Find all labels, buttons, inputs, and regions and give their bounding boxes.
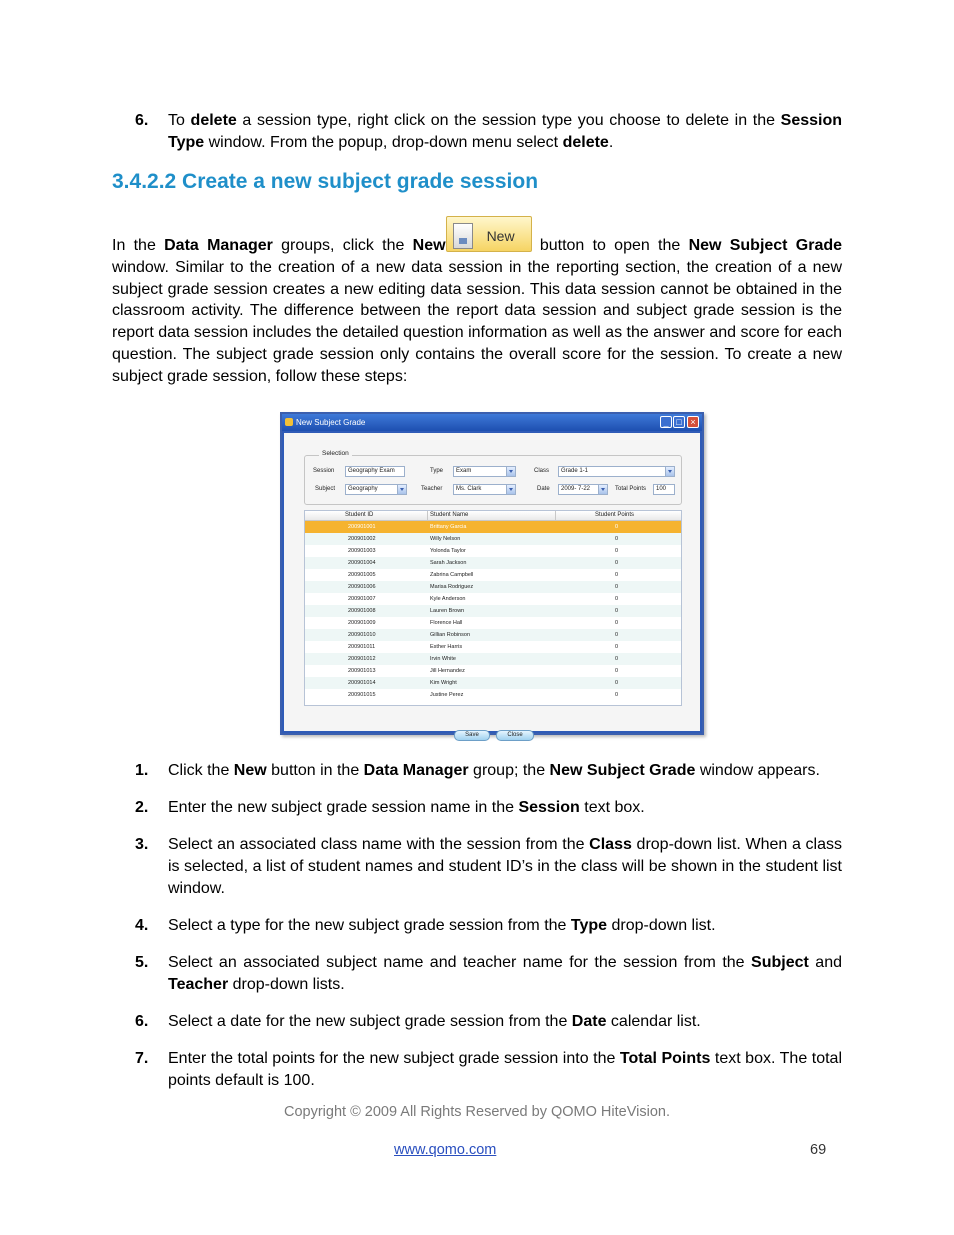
table-row[interactable] bbox=[305, 641, 681, 653]
student-points-cell: 0 bbox=[615, 560, 619, 566]
student-id-cell: 200901002 bbox=[348, 536, 376, 542]
student-id-cell: 200901013 bbox=[348, 668, 376, 674]
step-text: Click the New button in the Data Manager group; the New Subject Grade window appears. bbox=[168, 762, 820, 779]
student-points-cell: 0 bbox=[615, 656, 619, 662]
class-label: Class bbox=[534, 468, 550, 474]
column-header-student-name[interactable]: Student Name bbox=[430, 512, 469, 518]
student-points-cell: 0 bbox=[615, 596, 619, 602]
session-input[interactable]: Geography Exam bbox=[345, 466, 405, 477]
total-points-label: Total Points bbox=[615, 486, 647, 492]
chevron-down-icon[interactable] bbox=[397, 485, 406, 494]
date-label: Date bbox=[537, 486, 550, 492]
table-row[interactable] bbox=[305, 629, 681, 641]
table-row[interactable] bbox=[305, 617, 681, 629]
type-label: Type bbox=[430, 468, 444, 474]
step-text: Select an associated class name with the session from the Class drop-down list. When a class is selected, a list of student names and student ID’s in the class will be shown in the student list window. bbox=[168, 836, 842, 897]
step-5 bbox=[135, 952, 842, 996]
chevron-down-icon[interactable] bbox=[506, 467, 515, 476]
student-name-cell: Gillian Robinson bbox=[430, 632, 471, 638]
step-text: Enter the new subject grade session name in the Session text box. bbox=[168, 799, 645, 816]
student-name-cell: Yolonda Taylor bbox=[430, 548, 466, 554]
step-number: 1. bbox=[135, 762, 149, 779]
student-list-grid[interactable] bbox=[304, 510, 682, 706]
step-number: 4. bbox=[135, 917, 149, 934]
step-number: 6. bbox=[135, 112, 149, 129]
step-text: Enter the total points for the new subject grade session into the Total Points text box. The total points default is 100. bbox=[168, 1050, 842, 1089]
student-name-cell: Willy Nelson bbox=[430, 536, 461, 542]
student-id-cell: 200901006 bbox=[348, 584, 376, 590]
total-points-input[interactable]: 100 bbox=[653, 484, 675, 495]
student-id-cell: 200901015 bbox=[348, 692, 376, 698]
student-id-cell: 200901008 bbox=[348, 608, 376, 614]
new-button-image bbox=[446, 216, 532, 252]
intro-paragraph: In the Data Manager groups, click the New New button to open the New Subject Grade window. Similar to the creation of a new data session in the reporting section, the creation of a new subject grade session creates a new editing data session. This data session cannot be obtained in the classroom activity. The difference between the report data session and subject grade session is the report data session includes the detailed question information as well as the answer and score for each question. The subject grade session only contains the overall score for the session. To create a new subject grade session, follow these steps: bbox=[112, 214, 842, 388]
student-points-cell: 0 bbox=[615, 680, 619, 686]
class-dropdown[interactable]: Grade 1-1 bbox=[558, 466, 675, 477]
student-id-cell: 200901010 bbox=[348, 632, 376, 638]
student-name-cell: Zabrina Campbell bbox=[430, 572, 474, 578]
subject-label: Subject bbox=[315, 486, 336, 492]
grid-body bbox=[305, 521, 681, 701]
student-points-cell: 0 bbox=[615, 620, 619, 626]
student-id-cell: 200901009 bbox=[348, 620, 376, 626]
close-icon[interactable]: × bbox=[687, 416, 699, 428]
window-client-area bbox=[284, 433, 700, 738]
new-button-label: New bbox=[486, 228, 515, 244]
step-2 bbox=[135, 797, 842, 819]
new-document-icon bbox=[453, 223, 473, 249]
step-text: To delete a session type, right click on the session type you choose to delete in the Session Type window. From the popup, drop-down menu select delete. bbox=[168, 112, 843, 151]
column-divider bbox=[555, 511, 556, 521]
step-6-delete bbox=[135, 110, 842, 154]
teacher-dropdown[interactable]: Ms. Clark bbox=[453, 484, 516, 495]
step-7 bbox=[135, 1048, 842, 1092]
step-number: 7. bbox=[135, 1050, 149, 1067]
table-row[interactable] bbox=[305, 677, 681, 689]
new-subject-grade-window bbox=[280, 412, 704, 738]
table-row[interactable] bbox=[305, 581, 681, 593]
student-name-cell: Sarah Jackson bbox=[430, 560, 467, 566]
table-row[interactable] bbox=[305, 557, 681, 569]
chevron-down-icon[interactable] bbox=[506, 485, 515, 494]
column-header-student-id[interactable]: Student ID bbox=[345, 512, 374, 518]
table-row[interactable] bbox=[305, 545, 681, 557]
section-heading: 3.4.2.2 Create a new subject grade session bbox=[112, 170, 539, 193]
step-1 bbox=[135, 760, 842, 782]
close-button[interactable]: Close bbox=[496, 730, 534, 741]
student-id-cell: 200901014 bbox=[348, 680, 376, 686]
student-name-cell: Florence Hall bbox=[430, 620, 463, 626]
date-picker[interactable]: 2009- 7-22 bbox=[558, 484, 608, 495]
student-points-cell: 0 bbox=[615, 584, 619, 590]
student-points-cell: 0 bbox=[615, 572, 619, 578]
table-row[interactable] bbox=[305, 689, 681, 701]
student-id-cell: 200901007 bbox=[348, 596, 376, 602]
window-title: New Subject Grade bbox=[296, 418, 366, 427]
column-divider bbox=[427, 511, 428, 521]
student-name-cell: Kim Wright bbox=[430, 680, 457, 686]
step-number: 2. bbox=[135, 799, 149, 816]
teacher-label: Teacher bbox=[421, 486, 443, 492]
step-number: 6. bbox=[135, 1013, 149, 1030]
student-name-cell: Kyle Anderson bbox=[430, 596, 466, 602]
selection-groupbox bbox=[304, 450, 682, 505]
table-row[interactable] bbox=[305, 533, 681, 545]
window-titlebar bbox=[282, 414, 702, 431]
table-row[interactable] bbox=[305, 521, 681, 533]
step-text: Select an associated subject name and teacher name for the session from the Subject and Teacher drop-down lists. bbox=[168, 954, 843, 993]
student-points-cell: 0 bbox=[615, 644, 619, 650]
chevron-down-icon[interactable] bbox=[665, 467, 674, 476]
student-name-cell: Marisa Rodriguez bbox=[430, 584, 474, 590]
step-text: Select a type for the new subject grade session from the Type drop-down list. bbox=[168, 917, 716, 934]
student-points-cell: 0 bbox=[615, 608, 619, 614]
student-id-cell: 200901012 bbox=[348, 656, 376, 662]
step-4 bbox=[135, 915, 842, 937]
type-dropdown[interactable]: Exam bbox=[453, 466, 516, 477]
table-row[interactable] bbox=[305, 593, 681, 605]
step-6 bbox=[135, 1011, 842, 1033]
student-name-cell: Esther Harris bbox=[430, 644, 463, 650]
student-id-cell: 200901011 bbox=[348, 644, 376, 650]
table-row[interactable] bbox=[305, 653, 681, 665]
step-number: 3. bbox=[135, 836, 149, 853]
app-icon bbox=[285, 418, 293, 426]
table-row[interactable] bbox=[305, 569, 681, 581]
student-name-cell: Irvin White bbox=[430, 656, 456, 662]
table-row[interactable] bbox=[305, 605, 681, 617]
copyright-footer: Copyright © 2009 All Rights Reserved by QOMO HiteVision. bbox=[284, 1104, 670, 1120]
student-id-cell: 200901003 bbox=[348, 548, 376, 554]
student-points-cell: 0 bbox=[615, 692, 619, 698]
student-name-cell: Lauren Brown bbox=[430, 608, 465, 614]
maximize-icon[interactable]: □ bbox=[673, 416, 685, 428]
grid-header bbox=[305, 511, 681, 521]
website-link[interactable]: www.qomo.com bbox=[394, 1142, 497, 1158]
student-id-cell: 200901004 bbox=[348, 560, 376, 566]
table-row[interactable] bbox=[305, 665, 681, 677]
student-points-cell: 0 bbox=[615, 536, 619, 542]
student-name-cell: Justine Perez bbox=[430, 692, 464, 698]
session-label: Session bbox=[313, 468, 335, 474]
column-header-student-points[interactable]: Student Points bbox=[595, 512, 635, 518]
page-number: 69 bbox=[810, 1142, 827, 1158]
selection-legend: Selection bbox=[319, 450, 352, 457]
student-points-cell: 0 bbox=[615, 632, 619, 638]
subject-dropdown[interactable]: Geography bbox=[345, 484, 407, 495]
step-number: 5. bbox=[135, 954, 149, 971]
student-id-cell: 200901001 bbox=[348, 524, 376, 530]
student-name-cell: Jill Hernandez bbox=[430, 668, 465, 674]
student-points-cell: 0 bbox=[615, 668, 619, 674]
minimize-icon[interactable]: _ bbox=[660, 416, 672, 428]
student-id-cell: 200901005 bbox=[348, 572, 376, 578]
student-points-cell: 0 bbox=[615, 524, 619, 530]
step-text: Select a date for the new subject grade session from the Date calendar list. bbox=[168, 1013, 701, 1030]
student-points-cell: 0 bbox=[615, 548, 619, 554]
calendar-dropdown-icon[interactable] bbox=[598, 485, 607, 494]
student-name-cell: Brittany Garcia bbox=[430, 524, 467, 530]
save-button[interactable]: Save bbox=[454, 730, 490, 741]
step-3 bbox=[135, 834, 842, 900]
